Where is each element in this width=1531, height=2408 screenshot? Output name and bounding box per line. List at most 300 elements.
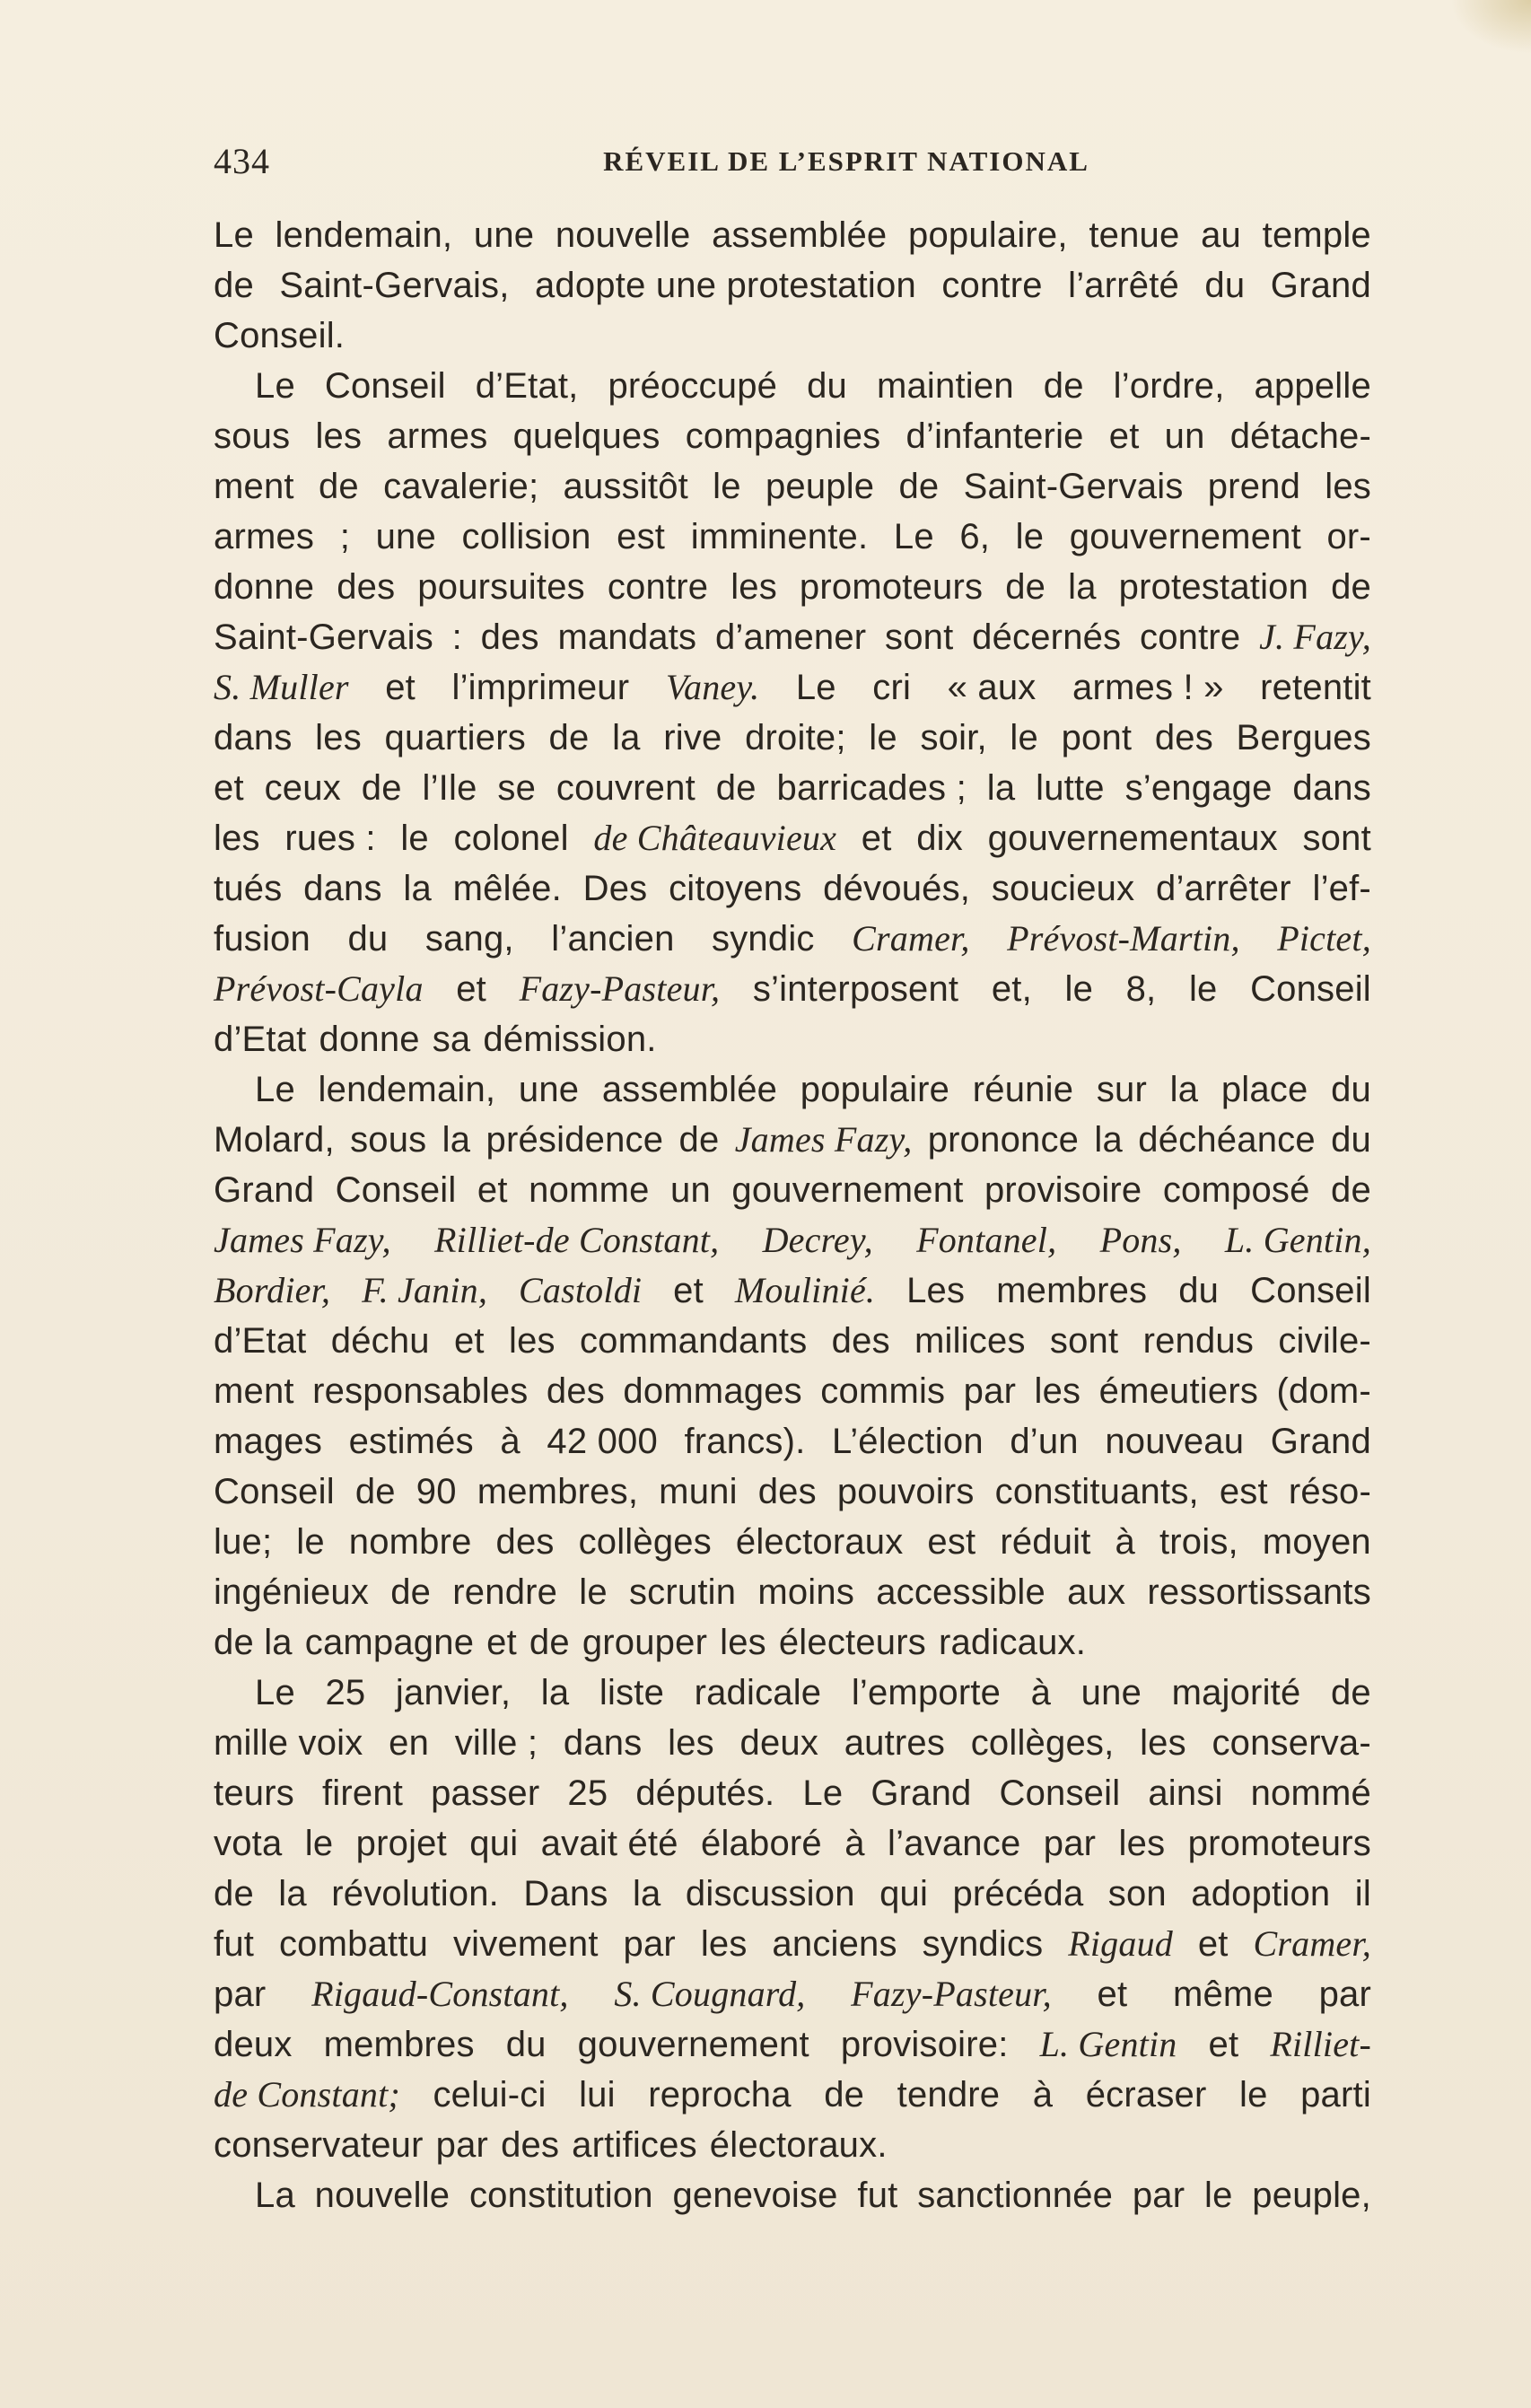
word: mille voix — [214, 1723, 363, 1763]
word: de — [214, 266, 254, 305]
word: nouveau — [1105, 1422, 1245, 1461]
word: réduit — [1000, 1522, 1091, 1562]
word: la — [1169, 1070, 1199, 1109]
word: électoraux. — [709, 2125, 888, 2165]
word: des — [546, 1371, 605, 1411]
word: celui-ci — [433, 2075, 547, 2115]
word: à — [1030, 1673, 1052, 1712]
word: des — [1154, 718, 1213, 757]
word: Les — [906, 1271, 966, 1310]
word: mandats — [557, 617, 697, 657]
word: prend — [1207, 467, 1301, 506]
word: contre — [941, 266, 1043, 305]
word: 25 — [567, 1773, 608, 1813]
word: sanctionnée — [917, 2176, 1114, 2215]
word: est — [1219, 1472, 1268, 1511]
word: d’amener — [714, 617, 867, 657]
text-line — [214, 512, 1371, 562]
word: liste — [599, 1673, 665, 1712]
word: députés. — [635, 1773, 775, 1813]
word: deux — [214, 2025, 293, 2064]
word: à — [500, 1422, 521, 1461]
word: les — [1325, 467, 1371, 506]
word: lutte — [1036, 768, 1105, 808]
word: réso- — [1288, 1472, 1371, 1511]
text-line — [214, 2070, 1371, 2120]
word: la — [1094, 1120, 1123, 1160]
word: vivement — [452, 1924, 599, 1964]
word: du — [1331, 1070, 1371, 1109]
word: la — [442, 1120, 471, 1160]
word: place — [1220, 1070, 1308, 1109]
word: aux — [1067, 1572, 1126, 1612]
page-header — [214, 135, 1371, 188]
word: retentit — [1260, 668, 1371, 707]
word: estimés — [348, 1422, 474, 1461]
word: des — [480, 617, 539, 657]
word: par — [963, 1371, 1017, 1411]
word: la — [986, 768, 1016, 808]
word: fut — [214, 1924, 255, 1964]
word: peuple — [765, 467, 875, 506]
word: protestation — [1118, 567, 1309, 607]
word: Conseil — [1250, 1271, 1371, 1310]
word: couvrent — [556, 768, 696, 808]
word: Des — [582, 869, 648, 908]
word: le — [304, 1824, 334, 1863]
word: imminente. — [690, 517, 869, 556]
word: des — [757, 1472, 817, 1511]
word: moins — [757, 1572, 855, 1612]
word: sur — [1096, 1070, 1147, 1109]
word: les — [668, 1723, 714, 1763]
word: trois, — [1159, 1522, 1238, 1562]
text-line — [214, 1567, 1371, 1617]
word: conservateur — [214, 2125, 424, 2165]
word: l’emporte — [851, 1673, 1002, 1712]
text-line — [214, 461, 1371, 512]
word: élaboré — [701, 1824, 822, 1863]
word: le — [869, 718, 897, 757]
italic-name: James Fazy, — [734, 1119, 913, 1160]
word: L’élection — [831, 1422, 984, 1461]
word: sous — [214, 416, 291, 456]
word: : — [451, 617, 462, 657]
word: de — [898, 467, 940, 506]
word: il — [1354, 1874, 1371, 1913]
text-line — [214, 361, 1371, 411]
text-line — [214, 1115, 1371, 1165]
word: nommé — [1250, 1773, 1371, 1813]
word: rendre — [452, 1572, 558, 1612]
word: et — [453, 1321, 485, 1361]
text-line — [214, 210, 1371, 260]
word: « aux — [947, 668, 1037, 707]
word: armes — [387, 416, 488, 456]
word: Conseil — [324, 366, 446, 406]
text-line — [214, 1969, 1371, 2019]
italic-name: Cramer, — [852, 918, 970, 959]
word: droite; — [745, 718, 846, 757]
word: Molard, — [214, 1120, 335, 1160]
word: constituants, — [994, 1472, 1199, 1511]
word: adopte une protestation — [534, 266, 916, 305]
word: compagnies — [685, 416, 881, 456]
text-line — [214, 1768, 1371, 1818]
word: sang, — [424, 919, 514, 959]
word: dix — [916, 819, 963, 858]
word: genevoise — [672, 2176, 838, 2215]
word: passer — [431, 1773, 540, 1813]
word: qui — [879, 1874, 929, 1913]
word: du — [505, 2025, 547, 2064]
word: son — [1107, 1874, 1167, 1913]
word: syndic — [712, 919, 815, 959]
word: le — [579, 1572, 608, 1612]
word: accessible — [876, 1572, 1045, 1612]
word: sous — [350, 1120, 427, 1160]
italic-name: Fazy-Pasteur, — [851, 1974, 1052, 2014]
word: de — [390, 1572, 432, 1612]
text-line — [214, 813, 1371, 863]
word: de — [214, 1874, 254, 1913]
word: donne — [319, 1020, 420, 1059]
word: Saint-Gervais — [214, 617, 433, 657]
text-line — [214, 1668, 1371, 1718]
word: et — [385, 668, 416, 707]
word: une — [473, 215, 535, 255]
word: des — [831, 1321, 890, 1361]
word: radicale — [694, 1673, 822, 1712]
word: du — [1178, 1271, 1220, 1310]
word: d’arrêter — [1156, 869, 1291, 908]
word: et — [1097, 1975, 1128, 2014]
word: artifices — [572, 2125, 697, 2165]
italic-name: Fazy-Pasteur, — [519, 968, 721, 1009]
italic-name: L. Gentin, — [1224, 1220, 1371, 1260]
word: nouvelle — [314, 2176, 451, 2215]
word: gouvernementaux — [987, 819, 1278, 858]
word: civile- — [1278, 1321, 1371, 1361]
word: mages — [214, 1422, 323, 1461]
word: campagne — [304, 1623, 475, 1662]
word: Saint-Gervais, — [279, 266, 510, 305]
word: l’imprimeur — [451, 668, 630, 707]
word: par — [1318, 1975, 1371, 2014]
word: Grand — [1270, 1422, 1371, 1461]
word: responsables — [312, 1371, 529, 1411]
word: une — [1080, 1673, 1142, 1712]
word: Conseil — [214, 1472, 335, 1511]
word: de — [1043, 366, 1084, 406]
word: Conseil — [999, 1773, 1121, 1813]
word: la — [540, 1673, 570, 1712]
word: et — [477, 1170, 508, 1210]
word: Le — [255, 366, 295, 406]
word: maintien — [876, 366, 1014, 406]
word: armes — [214, 517, 315, 556]
word: par — [1043, 1824, 1097, 1863]
word: milices — [914, 1321, 1026, 1361]
word: sa — [432, 1020, 471, 1059]
word: de — [1330, 1673, 1371, 1712]
word: la — [403, 869, 432, 908]
text-line — [214, 1467, 1371, 1517]
word: de — [361, 768, 402, 808]
text-line — [214, 2170, 1371, 2220]
word: provisoire: — [840, 2025, 1009, 2064]
word: parti — [1300, 2075, 1371, 2115]
word: s’interposent — [752, 969, 959, 1009]
word: les — [1140, 1723, 1186, 1763]
word: présidence — [486, 1120, 664, 1160]
word: collèges, — [970, 1723, 1115, 1763]
italic-name: Rigaud — [1068, 1923, 1173, 1964]
word: soucieux — [991, 869, 1135, 908]
word: nouvelle — [555, 215, 691, 255]
word: même — [1172, 1975, 1273, 2014]
word: promoteurs — [799, 567, 984, 607]
word: provisoire — [984, 1170, 1142, 1210]
word: de — [824, 2075, 865, 2115]
text-line — [214, 1818, 1371, 1869]
italic-name: Pons, — [1099, 1220, 1182, 1260]
word: est — [927, 1522, 976, 1562]
word: et — [214, 768, 244, 808]
word: le — [713, 467, 741, 506]
word: membres — [996, 1271, 1148, 1310]
word: rive — [663, 718, 722, 757]
word: l’Ile — [422, 768, 477, 808]
word: fut — [857, 2176, 898, 2215]
word: cavalerie; — [383, 467, 539, 506]
word: dommages — [623, 1371, 802, 1411]
word: par — [214, 1975, 267, 2014]
word: et — [1208, 2025, 1239, 2064]
word: détache- — [1229, 416, 1371, 456]
word: grouper — [582, 1623, 708, 1662]
word: révolution. — [331, 1874, 499, 1913]
word: de — [529, 1623, 570, 1662]
text-line — [214, 411, 1371, 461]
word: à — [1115, 1522, 1135, 1562]
text-line — [214, 2019, 1371, 2070]
word: deux — [739, 1723, 819, 1763]
word: du — [347, 919, 389, 959]
word: à — [844, 1824, 865, 1863]
word: l’ordre, — [1113, 366, 1225, 406]
word: composé — [1162, 1170, 1310, 1210]
word: de la — [214, 1623, 293, 1662]
word: Grand — [870, 1773, 972, 1813]
text-line — [214, 662, 1371, 713]
word: constitution — [468, 2176, 653, 2215]
word: quelques — [512, 416, 661, 456]
italic-name: Fontanel, — [916, 1220, 1057, 1260]
word: populaire — [800, 1070, 950, 1109]
word: dans — [1292, 768, 1371, 808]
word: électoraux — [735, 1522, 904, 1562]
word: les — [1118, 1824, 1166, 1863]
word: les — [315, 718, 362, 757]
word: du — [1331, 1120, 1371, 1160]
word: rendus — [1142, 1321, 1255, 1361]
word: et — [1197, 1924, 1229, 1964]
word: peuple, — [1252, 2176, 1371, 2215]
word: tués — [214, 869, 283, 908]
word: sont — [1049, 1321, 1119, 1361]
word: Dans — [523, 1874, 608, 1913]
word: ville ; — [454, 1723, 538, 1763]
word: se — [497, 768, 537, 808]
word: et — [486, 1623, 517, 1662]
text-line — [214, 1919, 1371, 1969]
word: assemblée — [712, 215, 888, 255]
text-line — [214, 562, 1371, 612]
word: est — [617, 517, 666, 556]
word: l’avance — [888, 1824, 1021, 1863]
italic-name: F. Janin, — [362, 1270, 488, 1310]
word: une — [518, 1070, 580, 1109]
italic-name: S. Muller — [214, 667, 349, 707]
text-line — [214, 863, 1371, 914]
italic-name: Prévost-Cayla — [214, 968, 424, 1009]
word: lendemain, — [318, 1070, 496, 1109]
word: l’arrêté — [1068, 266, 1179, 305]
word: un — [1164, 416, 1205, 456]
word: les — [700, 1924, 748, 1964]
word: de — [1331, 567, 1371, 607]
word: de — [318, 467, 359, 506]
word: d’Etat — [214, 1020, 307, 1059]
word: de — [1331, 1170, 1371, 1210]
word: de — [715, 768, 757, 808]
word: par — [435, 2125, 489, 2165]
word: dans — [214, 718, 293, 757]
italic-name: Castoldi — [519, 1270, 643, 1310]
word: du — [807, 366, 847, 406]
word: les — [720, 1623, 766, 1662]
word: La — [255, 2176, 295, 2215]
word: 42 000 — [547, 1422, 658, 1461]
italic-name: James Fazy, — [214, 1220, 391, 1260]
word: gouvernement — [1069, 517, 1301, 556]
word: ; — [339, 517, 351, 556]
italic-name: Vaney. — [665, 667, 760, 707]
text-line — [214, 713, 1371, 763]
italic-name: Rilliet- — [1270, 2024, 1371, 2064]
word: conserva- — [1212, 1723, 1371, 1763]
word: populaire, — [908, 215, 1068, 255]
word: prononce — [927, 1120, 1080, 1160]
word: en — [389, 1723, 430, 1763]
text-line — [214, 2120, 1371, 2170]
word: fusion — [214, 919, 311, 959]
word: Grand — [214, 1170, 315, 1210]
word: et — [861, 819, 892, 858]
word: Le — [893, 517, 934, 556]
text-line — [214, 1064, 1371, 1115]
body-text — [214, 210, 1371, 2220]
word: donne — [214, 567, 315, 607]
word: appelle — [1254, 366, 1371, 406]
word: le — [1064, 969, 1094, 1009]
word: décernés — [972, 617, 1122, 657]
word: reprocha — [648, 2075, 792, 2115]
word: vota — [214, 1824, 283, 1863]
word: dans — [563, 1723, 643, 1763]
text-line — [214, 1215, 1371, 1265]
word: la — [278, 1874, 307, 1913]
word: émeutiers — [1098, 1371, 1259, 1411]
word: les — [1034, 1371, 1081, 1411]
word: autres — [844, 1723, 946, 1763]
word: or- — [1326, 517, 1371, 556]
word: barricades ; — [776, 768, 967, 808]
word: du — [1204, 266, 1246, 305]
page-number: 434 — [214, 141, 270, 181]
word: et, — [991, 969, 1032, 1009]
word: sont — [885, 617, 954, 657]
word: Conseil. — [214, 316, 346, 355]
word: Le — [802, 1773, 844, 1813]
word: à — [1032, 2075, 1054, 2115]
text-line — [214, 763, 1371, 813]
word: 8, — [1125, 969, 1157, 1009]
page-corner-stain — [1450, 0, 1531, 54]
word: combattu — [278, 1924, 429, 1964]
word: temple — [1262, 215, 1371, 255]
word: les — [509, 1321, 556, 1361]
word: majorité — [1171, 1673, 1301, 1712]
text-line — [214, 1014, 1371, 1064]
word: collision — [461, 517, 591, 556]
word: mêlée. — [452, 869, 562, 908]
word: écraser — [1085, 2075, 1207, 2115]
word: et — [673, 1271, 704, 1310]
word: qui — [469, 1824, 519, 1863]
word: ment — [214, 1371, 294, 1411]
word: par — [1132, 2176, 1185, 2215]
word: par — [623, 1924, 676, 1964]
word: moyen — [1262, 1522, 1371, 1562]
word: déchéance — [1138, 1120, 1316, 1160]
text-line — [214, 1265, 1371, 1316]
word: 90 — [416, 1472, 457, 1511]
word: de — [354, 1472, 396, 1511]
italic-name: Rigaud-Constant, — [311, 1974, 569, 2014]
word: 6, — [959, 517, 991, 556]
word: ingénieux — [214, 1572, 370, 1612]
word: le — [1010, 718, 1038, 757]
running-title: RÉVEIL DE L’ESPRIT NATIONAL — [603, 145, 1089, 177]
word: commandants — [579, 1321, 808, 1361]
word: la — [632, 1874, 661, 1913]
word: réunie — [972, 1070, 1074, 1109]
italic-name: Cramer, — [1253, 1923, 1371, 1964]
word: la — [1068, 567, 1097, 607]
word: radicaux. — [938, 1623, 1087, 1662]
word: membres, — [477, 1472, 639, 1511]
word: teurs — [214, 1773, 294, 1813]
word: collèges — [578, 1522, 712, 1562]
word: poursuites — [417, 567, 585, 607]
word: firent — [321, 1773, 404, 1813]
italic-name: Rilliet-de Constant, — [434, 1220, 720, 1260]
word: Saint-Gervais — [963, 467, 1184, 506]
word: sont — [1302, 819, 1371, 858]
word: gouvernement — [577, 2025, 809, 2064]
